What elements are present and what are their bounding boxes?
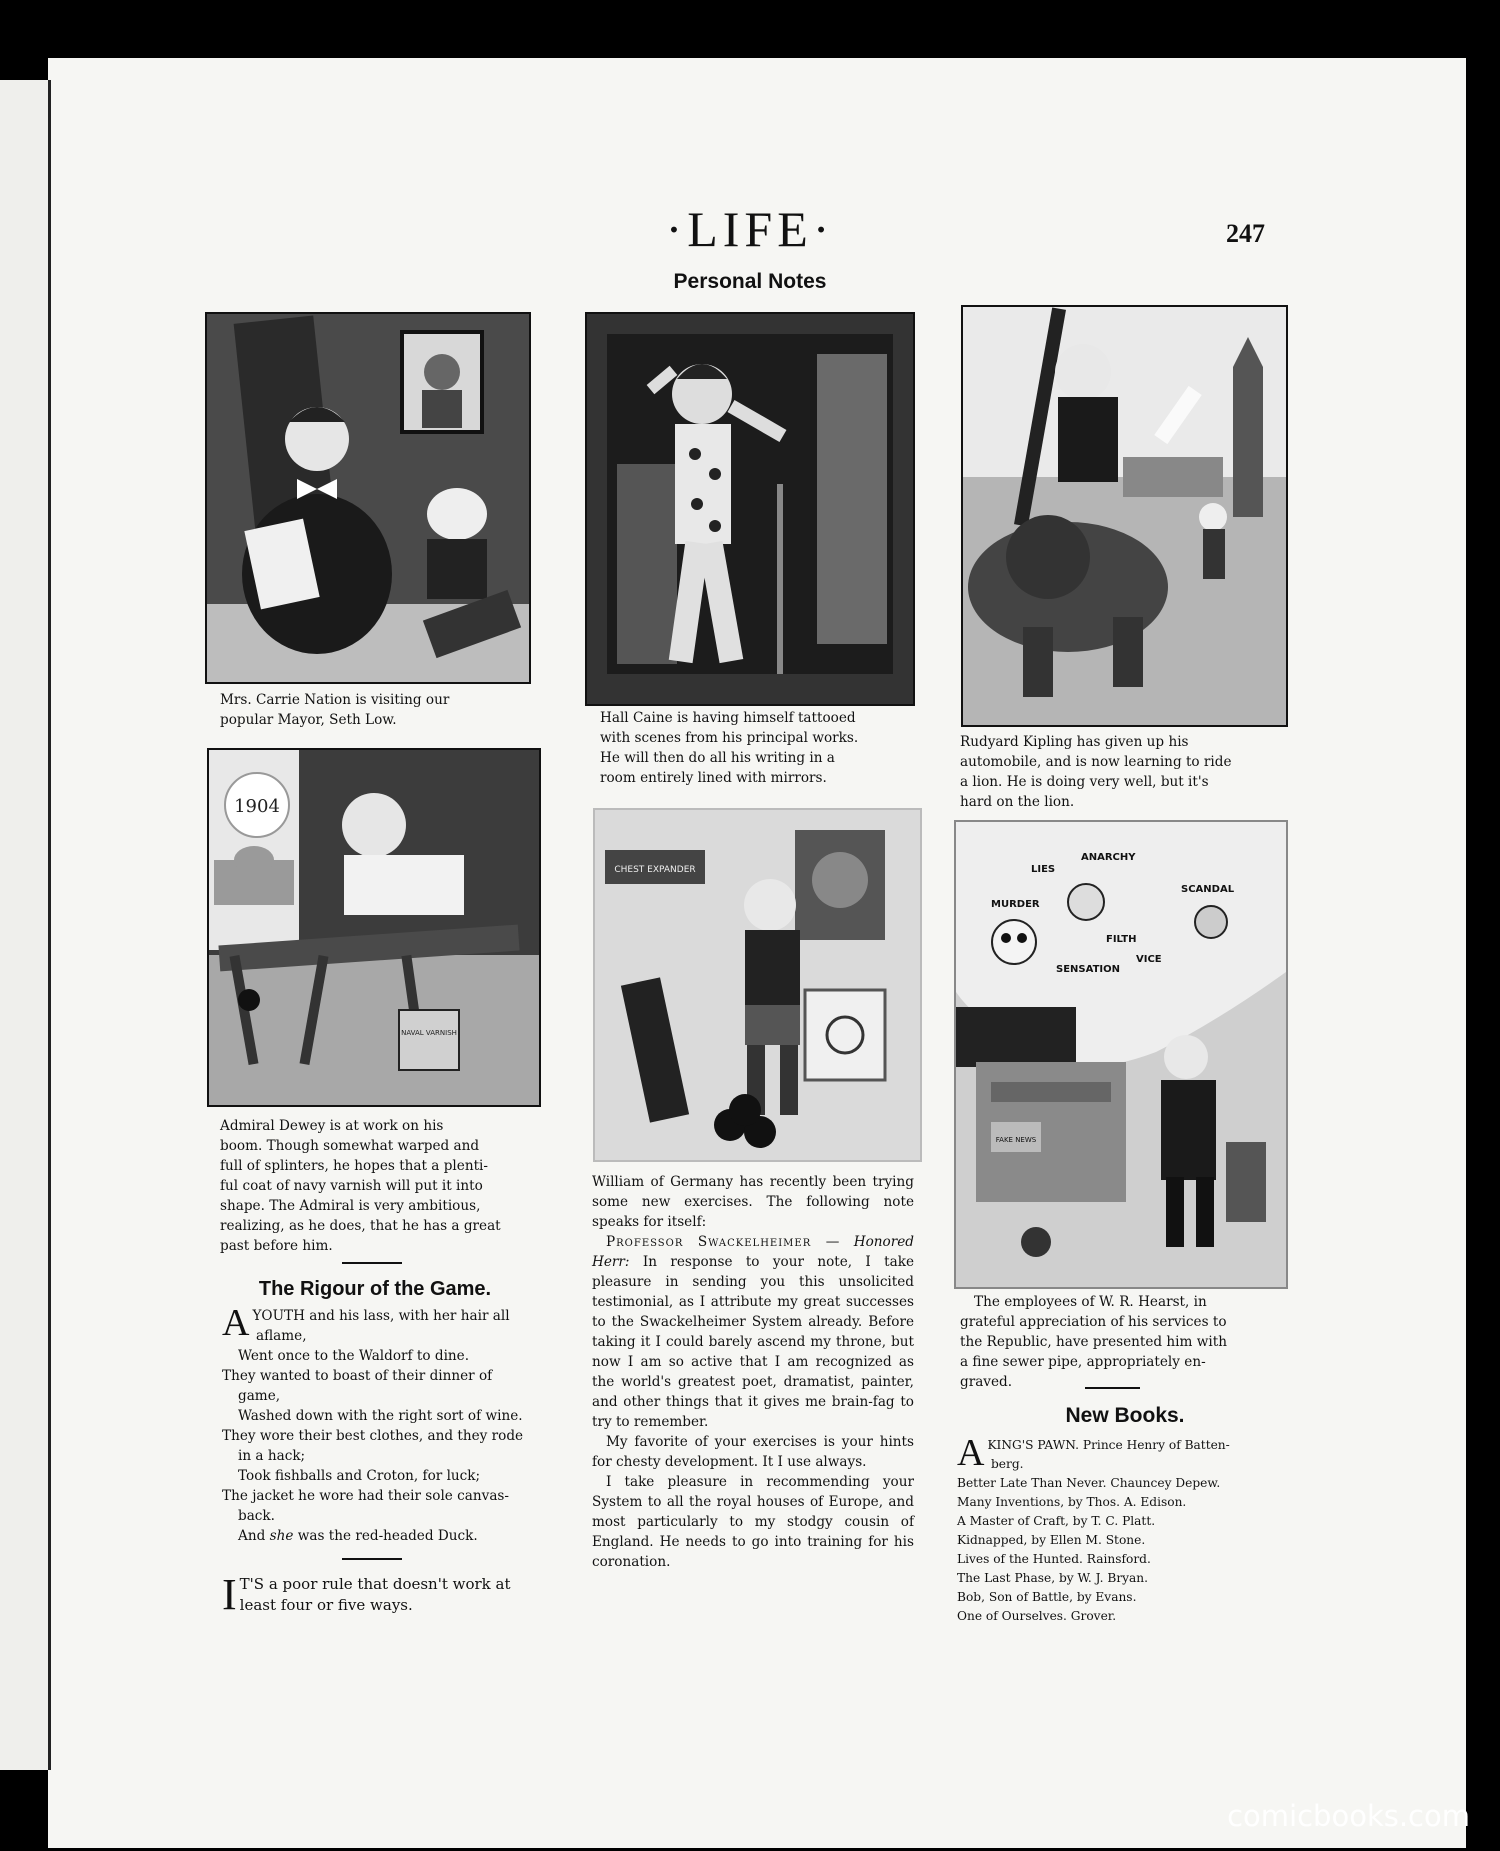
cartoon-william bbox=[593, 808, 922, 1162]
cartoon-dewey bbox=[207, 748, 541, 1107]
caption-line: automobile, and is now learning to ride bbox=[960, 754, 1232, 770]
caption-line: past before him. bbox=[220, 1238, 333, 1254]
book-entry: One of Ourselves. Grover. bbox=[957, 1609, 1117, 1623]
caption-line: The employees of W. R. Hearst, in bbox=[974, 1294, 1207, 1310]
caption-line: popular Mayor, Seth Low. bbox=[220, 712, 397, 728]
drop-cap: A bbox=[222, 1302, 250, 1344]
poem-text: And bbox=[238, 1528, 270, 1544]
william-paragraph: My favorite of your exercises is your hints for chesty development. It I use always. bbox=[592, 1434, 914, 1470]
book-entry: Lives of the Hunted. Rainsford. bbox=[957, 1552, 1151, 1566]
caption-carrie-nation bbox=[220, 690, 530, 730]
drop-cap: A bbox=[957, 1432, 985, 1474]
salutation-name: Professor Swackelheimer — bbox=[606, 1234, 841, 1250]
poem-line: game, bbox=[238, 1388, 281, 1404]
divider bbox=[342, 1262, 402, 1264]
caption-kipling bbox=[960, 732, 1287, 812]
book-entry: KING'S PAWN. Prince Henry of Batten- bbox=[987, 1438, 1230, 1452]
caption-line: with scenes from his principal works. bbox=[600, 730, 859, 746]
caption-line: ful coat of navy varnish will put it into bbox=[220, 1178, 483, 1194]
hearst-word: VICE bbox=[1136, 954, 1162, 965]
caption-line: Hall Caine is having himself tattooed bbox=[600, 710, 856, 726]
hearst-word: MURDER bbox=[991, 899, 1040, 910]
book-entry: Kidnapped, by Ellen M. Stone. bbox=[957, 1533, 1146, 1547]
hearst-word: ANARCHY bbox=[1081, 852, 1136, 863]
divider bbox=[342, 1558, 402, 1560]
joke-line: least four or five ways. bbox=[239, 1596, 413, 1614]
poem-line: back. bbox=[238, 1508, 275, 1524]
caption-line: a lion. He is doing very well, but it's bbox=[960, 774, 1209, 790]
poem-line: YOUTH and his lass, with her hair all bbox=[252, 1308, 510, 1324]
book-entry: Bob, Son of Battle, by Evans. bbox=[957, 1590, 1137, 1604]
hearst-word: SCANDAL bbox=[1181, 884, 1235, 895]
poem-line: They wore their best clothes, and they rode bbox=[222, 1428, 524, 1444]
salutation-honor: Honored Herr: bbox=[592, 1234, 914, 1270]
caption-line: a fine sewer pipe, appropriately en- bbox=[960, 1354, 1206, 1370]
poem-text: was the red-headed Duck. bbox=[293, 1528, 478, 1544]
caption-line: realizing, as he does, that he has a great bbox=[220, 1218, 501, 1234]
poem-body bbox=[222, 1302, 562, 1546]
book-entry: Better Late Than Never. Chauncey Depew. bbox=[957, 1476, 1221, 1490]
book-entry: A Master of Craft, by T. C. Platt. bbox=[957, 1514, 1156, 1528]
poem-line: Took fishballs and Croton, for luck; bbox=[238, 1468, 481, 1484]
joke-line: T'S a poor rule that doesn't work at bbox=[239, 1575, 511, 1593]
cartoon-kipling bbox=[961, 305, 1288, 727]
hearst-word: LIES bbox=[1031, 864, 1056, 875]
poem-line: Went once to the Waldorf to dine. bbox=[238, 1348, 470, 1364]
poem-line: They wanted to boast of their dinner of bbox=[222, 1368, 493, 1384]
william-intro: William of Germany has recently been trying some new exercises. The following note speaks for itself: bbox=[592, 1174, 914, 1230]
chest-expander-sign: CHEST EXPANDER bbox=[614, 865, 696, 875]
poem-last-line bbox=[222, 1526, 562, 1546]
caption-line: Admiral Dewey is at work on his bbox=[220, 1118, 444, 1134]
book-entry: Many Inventions, by Thos. A. Edison. bbox=[957, 1495, 1187, 1509]
william-text bbox=[592, 1172, 914, 1572]
caption-hall-caine bbox=[600, 708, 916, 788]
page-number: 247 bbox=[1226, 219, 1265, 248]
divider bbox=[1085, 1387, 1140, 1389]
cartoon-hall-caine bbox=[585, 312, 915, 706]
caption-line: shape. The Admiral is very ambitious, bbox=[220, 1198, 481, 1214]
caption-line: Mrs. Carrie Nation is visiting our bbox=[220, 692, 450, 708]
varnish-box-label: NAVAL VARNISH bbox=[401, 1029, 457, 1037]
william-salutation-paragraph bbox=[592, 1232, 914, 1432]
caption-hearst bbox=[960, 1292, 1285, 1392]
drop-cap: I bbox=[222, 1570, 237, 1619]
fake-news-label: FAKE NEWS bbox=[995, 1136, 1037, 1144]
caption-dewey bbox=[220, 1116, 530, 1256]
books-list bbox=[957, 1432, 1287, 1626]
poem-emphasis: she bbox=[269, 1528, 294, 1544]
caption-line: He will then do all his writing in a bbox=[600, 750, 835, 766]
caption-line: graved. bbox=[960, 1374, 1013, 1390]
poem-line: The jacket he wore had their sole canvas- bbox=[222, 1488, 510, 1504]
hearst-word: FILTH bbox=[1106, 934, 1137, 945]
caption-line: the Republic, have presented him with bbox=[960, 1334, 1227, 1350]
cartoon-hearst bbox=[954, 820, 1288, 1289]
joke bbox=[222, 1570, 562, 1619]
caption-line: Rudyard Kipling has given up his bbox=[960, 734, 1189, 750]
book-entry: The Last Phase, by W. J. Bryan. bbox=[957, 1571, 1149, 1585]
cartoon-carrie-nation bbox=[205, 312, 531, 684]
william-paragraph: In response to your note, I take pleasure in sending you this unsolicited testimonial, as I attribute my great successes to the Swackelheimer System already. Before taking it I could barely ascend my throne, but now I am so active that I am recognized as the world's greatest poet, dramatist, painter, and other things that it gives me brain-fag to try to remember. bbox=[592, 1254, 915, 1430]
poem-line: aflame, bbox=[256, 1328, 307, 1344]
caption-line: grateful appreciation of his services to bbox=[960, 1314, 1227, 1330]
caption-line: full of splinters, he hopes that a plenti- bbox=[220, 1158, 488, 1174]
section-title: Personal Notes bbox=[673, 270, 827, 293]
watermark: comicbooks.com bbox=[1227, 1799, 1470, 1833]
poem-line: in a hack; bbox=[238, 1448, 306, 1464]
facing-page-edge bbox=[0, 80, 51, 1770]
caption-line: boom. Though somewhat warped and bbox=[220, 1138, 480, 1154]
caption-line: hard on the lion. bbox=[960, 794, 1075, 810]
hearst-word: SENSATION bbox=[1056, 964, 1120, 975]
books-title: New Books. bbox=[1065, 1404, 1185, 1427]
poem-title: The Rigour of the Game. bbox=[258, 1278, 492, 1300]
william-paragraph: I take pleasure in recommending your System to all the royal houses of Europe, and most particularly to my stodgy cousin of England. He needs to go into training for his coronation. bbox=[592, 1474, 914, 1570]
masthead: ·LIFE· bbox=[665, 201, 835, 257]
book-entry: berg. bbox=[991, 1457, 1024, 1471]
caption-line: room entirely lined with mirrors. bbox=[600, 770, 827, 786]
poem-line: Washed down with the right sort of wine. bbox=[238, 1408, 523, 1424]
dewey-sun-label: 1904 bbox=[234, 796, 280, 817]
